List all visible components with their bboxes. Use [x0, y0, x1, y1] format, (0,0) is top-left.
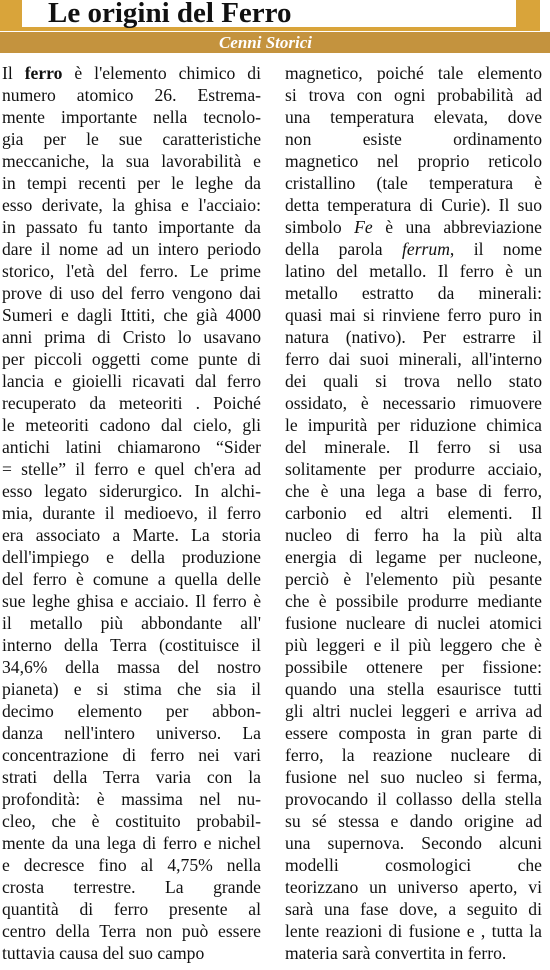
subtitle-bar [0, 32, 550, 53]
article-line: era associato a Marte. La storia [2, 525, 261, 545]
article-line: esso legato siderurgico. In alchi- [2, 481, 261, 501]
article-line: per piccoli oggetti come punte di [2, 349, 261, 369]
article-line: sarà una fase dove, a seguito di [285, 899, 542, 919]
article-line: dell'impiego e della produzione [2, 547, 261, 567]
article-line: fusione nucleare di nuclei atomici [285, 613, 542, 633]
article-line: storico, l'età del ferro. Le prime [2, 261, 261, 281]
article-line: mente importante nella tecnolo- [2, 107, 261, 127]
article-line: esso derivate, la ghisa e l'acciaio: [2, 195, 261, 215]
article-line: 34,6% della massa del nostro [2, 657, 261, 677]
article-line: carbonio ed altri elementi. Il [285, 503, 542, 523]
article-line: metallo estratto da minerali: [285, 283, 542, 303]
article-line: provocando il collasso della stella [285, 789, 542, 809]
title-bar [0, 0, 550, 31]
article-line: ferro dai suoi minerali, all'interno [285, 349, 542, 369]
article-line: simbolo Fe è una abbreviazione [285, 217, 542, 237]
article-line: quando una stella esaurisce tutti [285, 679, 542, 699]
article-line: lancia e gioielli ricavati dal ferro [2, 371, 261, 391]
article-line: teorizzano un universo aperto, vi [285, 877, 542, 897]
article-line: energia di legame per nucleone, [285, 547, 542, 567]
article-line: profondità: è massima nel nu- [2, 789, 261, 809]
article-line: centro della Terra non può essere [2, 921, 261, 941]
article-line: nucleo di ferro ha la più alta [285, 525, 542, 545]
article-line: una supernova. Secondo alcuni [285, 833, 542, 853]
article-line: solitamente per produrre acciaio, [285, 459, 542, 479]
article-line: latino del metallo. Il ferro è un [285, 261, 542, 281]
article-line: cristallino (tale temperatura è [285, 173, 542, 193]
article-line: e decresce fino al 4,75% nella [2, 855, 261, 875]
title-accent-right [516, 0, 540, 31]
article-column-right [285, 62, 542, 964]
article-line: meccaniche, la sua lavorabilità e [2, 151, 261, 171]
article-line: in passato fu tanto importante da [2, 217, 261, 237]
article-column-left [2, 62, 261, 964]
article-line: il metallo più abbondante all' [2, 613, 261, 633]
article-line: possibile ottenere per fissione: [285, 657, 542, 677]
article-line: dei quali si trova nello stato [285, 371, 542, 391]
article-line: del ferro è comune a quella delle [2, 569, 261, 589]
article-line: anni prima di Cristo lo usavano [2, 327, 261, 347]
article-line: tuttavia causa del suo campo [2, 943, 205, 963]
article-line: numero atomico 26. Estrema- [2, 85, 261, 105]
article-line: Sumeri e dagli Ittiti, che già 4000 [2, 305, 261, 325]
article-line: gli altri nuclei leggeri e arriva ad [285, 701, 542, 721]
article-line: = stelle” il ferro e quel ch'era ad [2, 459, 261, 479]
article-line: detta temperatura di Curie). Il suo [285, 195, 542, 215]
article-line: Il ferro è l'elemento chimico di [2, 63, 261, 83]
article-line: danza nell'intero universo. La [2, 723, 261, 743]
article-line: non esiste ordinamento [285, 129, 542, 149]
article-line: mia, durante il medioevo, il ferro [2, 503, 261, 523]
article-line: cleo, che è costituito probabil- [2, 811, 261, 831]
article-line: su sé stessa e dando origine ad [285, 811, 542, 831]
page-title: Le origini del Ferro [48, 0, 292, 29]
article-line: le meteoriti cadono dal cielo, gli [2, 415, 261, 435]
article-line: modelli cosmologici che [285, 855, 542, 875]
article-line: magnetico nel proprio reticolo [285, 151, 542, 171]
article-line: che è una lega a base di ferro, [285, 481, 542, 501]
article-line: decimo elemento per abbon- [2, 701, 261, 721]
article-line: natura (nativo). Per estrarre il [285, 327, 542, 347]
article-line: quasi mai si rinviene ferro puro in [285, 305, 542, 325]
article-line: materia sarà convertita in ferro. [285, 943, 507, 963]
article-line: della parola ferrum, il nome [285, 239, 543, 259]
article-line: mente da una lega di ferro e nichel [2, 833, 261, 853]
article-line: più leggeri e il più leggero che è [285, 635, 542, 655]
article-line: strati della Terra varia con la [2, 767, 261, 787]
article-line: concentrazione di ferro nei vari [2, 745, 261, 765]
article-line: in tempi recenti per le leghe da [2, 173, 261, 193]
article-line: le impurità per riduzione chimica [285, 415, 542, 435]
article-line: gia per le sue caratteristiche [2, 129, 261, 149]
article-line: antichi latini chiamarono “Sider [2, 437, 261, 457]
title-accent-left [0, 0, 22, 31]
article-line: fusione nel suo nucleo si ferma, [285, 767, 542, 787]
article-line: recuperato da meteoriti . Poiché [2, 393, 261, 413]
article-line: lente reazioni di fusione e , tutta la [285, 921, 542, 941]
article-line: ferro, la reazione nucleare di [285, 745, 542, 765]
article-line: si trova con ogni probabilità ad [285, 85, 542, 105]
article-line: pianeta) e si stima che sia il [2, 679, 261, 699]
article-line: essere composta in gran parte di [285, 723, 542, 743]
article-line: che è possibile produrre mediante [285, 591, 542, 611]
article-line: ossidato, è necessario rimuovere [285, 393, 542, 413]
article-line: magnetico, poiché tale elemento [285, 63, 542, 83]
article-line: interno della Terra (costituisce il [2, 635, 261, 655]
article-line: quantità di ferro presente al [2, 899, 261, 919]
article-line: del minerale. Il ferro si usa [285, 437, 542, 457]
article-line: sue leghe ghisa e acciaio. Il ferro è [2, 591, 261, 611]
article-line: una temperatura elevata, dove [285, 107, 542, 127]
section-subtitle: Cenni Storici [218, 33, 312, 52]
article-line: dare il nome ad un intero periodo [2, 239, 261, 259]
article-line: perciò è l'elemento più pesante [285, 569, 542, 589]
article-line: crosta terrestre. La grande [2, 877, 261, 897]
article-line: prove di uso del ferro vengono dai [2, 283, 261, 303]
